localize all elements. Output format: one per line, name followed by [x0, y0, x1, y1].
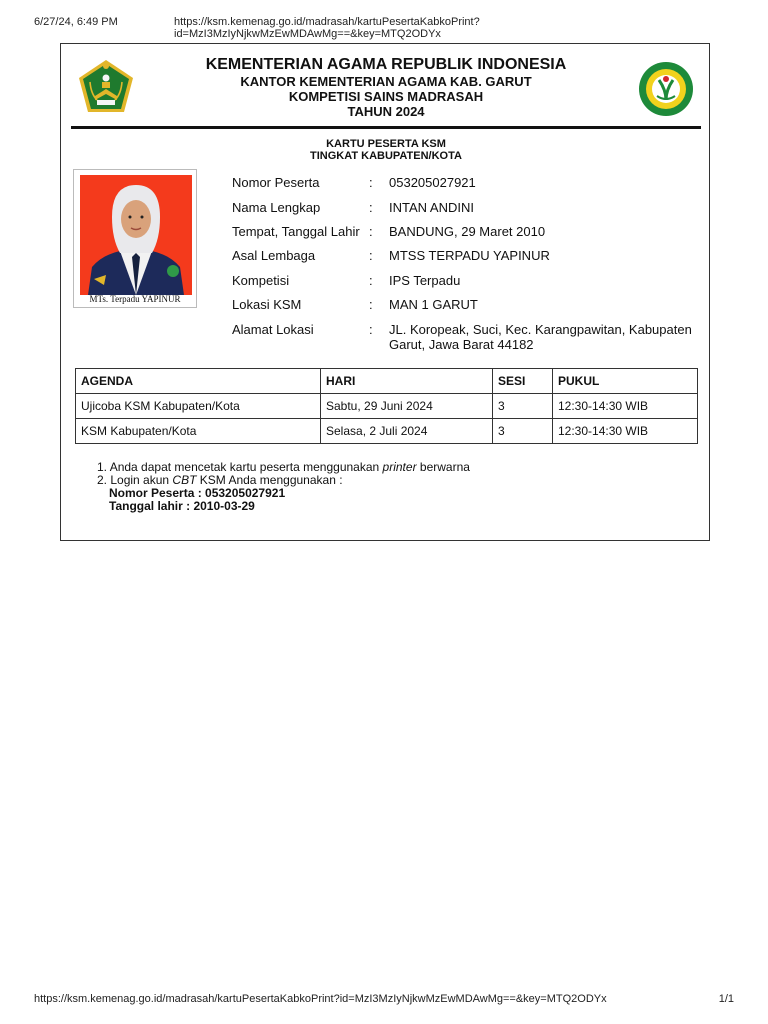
info-value: 053205027921	[389, 175, 476, 190]
agenda-header-row	[76, 369, 698, 394]
ksm-emblem-icon	[635, 60, 697, 118]
info-colon: :	[369, 322, 373, 337]
photo-caption: MTs. Terpadu YAPINUR	[89, 294, 181, 304]
note-number: 1.	[97, 460, 108, 474]
header-event: KOMPETISI SAINS MADRASAH	[288, 89, 484, 104]
note-text: Login akun	[110, 473, 170, 487]
agenda-cell: Sabtu, 29 Juni 2024	[321, 394, 493, 419]
info-colon: :	[369, 297, 373, 312]
print-header	[34, 16, 734, 40]
note-emphasis: CBT	[172, 473, 197, 487]
note-text: berwarna	[419, 460, 470, 474]
login-nomor-peserta: Nomor Peserta : 053205027921	[109, 486, 286, 500]
info-value: INTAN ANDINI	[389, 200, 474, 215]
header-divider	[71, 126, 701, 129]
agenda-cell: 3	[493, 419, 553, 444]
info-label: Alamat Lokasi	[232, 322, 314, 337]
agenda-table	[75, 368, 698, 444]
table-row	[76, 394, 698, 419]
info-value: MAN 1 GARUT	[389, 297, 478, 312]
info-value: BANDUNG, 29 Maret 2010	[389, 224, 546, 239]
card-level: TINGKAT KABUPATEN/KOTA	[310, 150, 462, 162]
print-footer	[34, 993, 734, 1007]
header-ministry: KEMENTERIAN AGAMA REPUBLIK INDONESIA	[205, 56, 567, 73]
agenda-cell: KSM Kabupaten/Kota	[76, 419, 321, 444]
participant-card	[60, 43, 710, 541]
agenda-header-cell: PUKUL	[553, 369, 698, 394]
note-emphasis: printer	[382, 460, 417, 474]
agenda-header-cell: SESI	[493, 369, 553, 394]
header-office: KANTOR KEMENTERIAN AGAMA KAB. GARUT	[240, 74, 532, 89]
note-number: 2.	[97, 473, 108, 487]
agenda-header-cell: HARI	[321, 369, 493, 394]
agenda-cell: 12:30-14:30 WIB	[553, 419, 698, 444]
info-label: Asal Lembaga	[232, 248, 316, 263]
info-colon: :	[369, 224, 373, 239]
card-title: KARTU PESERTA KSM	[326, 138, 446, 150]
agenda-cell: Ujicoba KSM Kabupaten/Kota	[76, 394, 321, 419]
info-label: Tempat, Tanggal Lahir	[232, 224, 360, 239]
print-footer-url: https://ksm.kemenag.go.id/madrasah/kartuPesertaKabkoPrint?id=MzI3MzIyNjkwMzEwMDAwMg==&key=MTQ2ODYx	[34, 993, 607, 1005]
info-label: Kompetisi	[232, 273, 290, 288]
table-row	[76, 419, 698, 444]
print-url: https://ksm.kemenag.go.id/madrasah/kartuPesertaKabkoPrint?id=MzI3MzIyNjkwMzEwMDAwMg==&key=MTQ2ODYx	[174, 16, 480, 40]
participant-photo	[80, 175, 192, 295]
info-value: JL. Koropeak, Suci, Kec. Karangpawitan, Kabupaten Garut, Jawa Barat 44182	[389, 322, 692, 352]
info-value: IPS Terpadu	[389, 273, 461, 288]
participant-photo-frame	[73, 169, 197, 308]
info-value: MTSS TERPADU YAPINUR	[389, 248, 550, 263]
info-label: Nomor Peserta	[232, 175, 320, 190]
info-colon: :	[369, 248, 373, 263]
agenda-header-cell: AGENDA	[76, 369, 321, 394]
info-colon: :	[369, 200, 373, 215]
note-text: Anda dapat mencetak kartu peserta menggunakan	[109, 460, 380, 474]
header-year: TAHUN 2024	[347, 104, 425, 119]
info-colon: :	[369, 273, 373, 288]
info-colon: :	[369, 175, 373, 190]
note-text: KSM Anda menggunakan :	[199, 473, 343, 487]
agenda-cell: Selasa, 2 Juli 2024	[321, 419, 493, 444]
agenda-cell: 3	[493, 394, 553, 419]
notes	[97, 461, 470, 513]
agenda-cell: 12:30-14:30 WIB	[553, 394, 698, 419]
info-label: Lokasi KSM	[232, 297, 302, 312]
info-label: Nama Lengkap	[232, 200, 321, 215]
login-tanggal-lahir: Tanggal lahir : 2010-03-29	[109, 499, 255, 513]
print-datetime: 6/27/24, 6:49 PM	[34, 16, 118, 28]
page-number: 1/1	[718, 993, 734, 1005]
